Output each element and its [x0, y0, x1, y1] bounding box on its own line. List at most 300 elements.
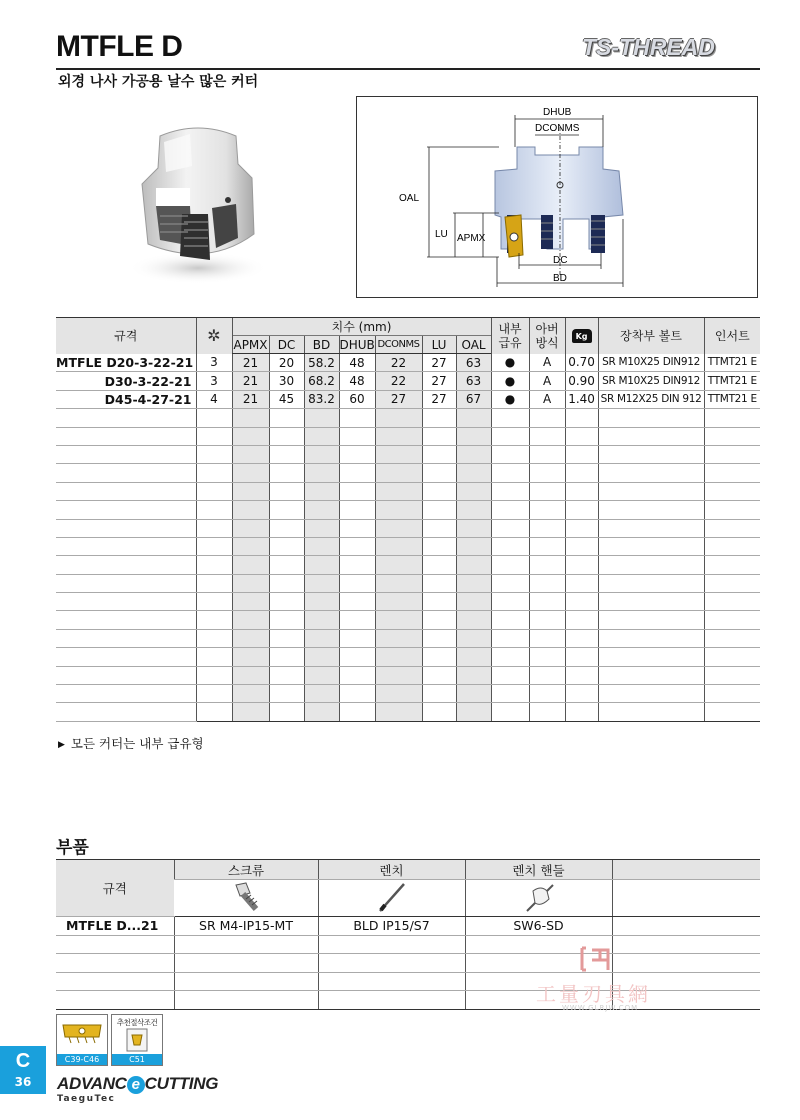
screw-icon	[226, 881, 266, 913]
empty-cell	[269, 703, 304, 721]
empty-cell	[269, 519, 304, 537]
handle-header: 렌치 핸들	[465, 860, 612, 880]
empty-cell	[565, 574, 598, 592]
cutting-conditions-title: 추천절삭조건	[116, 1018, 158, 1027]
empty-cell	[422, 519, 456, 537]
empty-cell	[196, 556, 232, 574]
empty-cell	[339, 537, 375, 555]
dc-cell: 45	[269, 390, 304, 408]
empty-cell	[269, 427, 304, 445]
empty-cell	[598, 445, 704, 463]
spec-table	[56, 317, 760, 722]
empty-cell	[375, 648, 422, 666]
model-cell: D45-4-27-21	[56, 390, 196, 408]
bolt-header: 장착부 볼트	[598, 318, 704, 354]
empty-cell	[318, 935, 465, 954]
empty-cell	[196, 593, 232, 611]
bd-cell: 58.2	[304, 354, 339, 372]
empty-cell	[565, 537, 598, 555]
empty-cell	[375, 519, 422, 537]
empty-cell	[375, 666, 422, 684]
section-letter: C	[15, 1050, 31, 1072]
empty-cell	[704, 648, 760, 666]
cutting-conditions-reference[interactable]	[111, 1014, 163, 1066]
empty-cell	[304, 464, 339, 482]
section-tab	[0, 1046, 46, 1094]
dconms-cell: 22	[375, 354, 422, 372]
empty-cell	[422, 666, 456, 684]
empty-cell	[529, 611, 565, 629]
empty-cell	[565, 464, 598, 482]
empty-cell	[704, 409, 760, 427]
empty-cell	[196, 464, 232, 482]
weight-cell: 0.70	[565, 354, 598, 372]
empty-cell	[704, 593, 760, 611]
empty-cell	[598, 409, 704, 427]
empty-cell	[422, 648, 456, 666]
empty-cell	[704, 482, 760, 500]
spec-empty-row	[56, 611, 760, 629]
empty-cell	[598, 501, 704, 519]
dim-header-oal: OAL	[456, 336, 491, 354]
empty-cell	[196, 648, 232, 666]
empty-cell	[269, 574, 304, 592]
extra-header	[612, 860, 760, 880]
empty-cell	[196, 629, 232, 647]
empty-cell	[232, 703, 269, 721]
empty-cell	[56, 991, 174, 1010]
triangle-bullet-icon: ▶	[58, 740, 65, 750]
empty-cell	[375, 464, 422, 482]
empty-cell	[422, 574, 456, 592]
arbor-cell: A	[529, 354, 565, 372]
empty-cell	[598, 427, 704, 445]
empty-cell	[565, 519, 598, 537]
empty-cell	[491, 409, 529, 427]
empty-cell	[339, 556, 375, 574]
empty-cell	[491, 445, 529, 463]
empty-cell	[491, 703, 529, 721]
screw-header: 스크류	[174, 860, 318, 880]
empty-cell	[375, 445, 422, 463]
empty-cell	[529, 666, 565, 684]
dim-header-dconms: DCONMS	[375, 336, 422, 354]
dimension-diagram	[356, 96, 758, 298]
brand-name: TaeguTec	[57, 1094, 116, 1104]
spec-row	[56, 354, 760, 372]
empty-cell	[529, 685, 565, 703]
empty-cell	[339, 409, 375, 427]
oal-cell: 63	[456, 354, 491, 372]
empty-cell	[232, 537, 269, 555]
weight-cell: 1.40	[565, 390, 598, 408]
empty-cell	[422, 464, 456, 482]
empty-cell	[318, 991, 465, 1010]
coolant-header: 내부 급유	[491, 318, 529, 354]
empty-cell	[704, 629, 760, 647]
empty-cell	[196, 611, 232, 629]
insert-header: 인서트	[704, 318, 760, 354]
empty-cell	[422, 685, 456, 703]
extra-cell	[612, 917, 760, 936]
arbor-header: 아버 방식	[529, 318, 565, 354]
wrench-header: 렌치	[318, 860, 465, 880]
empty-cell	[456, 501, 491, 519]
empty-cell	[304, 593, 339, 611]
ts-thread-logo: TS-THREAD	[582, 34, 715, 60]
flute-count-icon: ✲	[207, 326, 221, 346]
empty-cell	[456, 556, 491, 574]
empty-cell	[456, 482, 491, 500]
oal-cell: 67	[456, 390, 491, 408]
parts-table	[56, 859, 760, 1010]
empty-cell	[174, 972, 318, 991]
empty-cell	[565, 685, 598, 703]
empty-cell	[269, 501, 304, 519]
empty-cell	[339, 519, 375, 537]
label-lu: LU	[435, 229, 448, 240]
empty-cell	[565, 666, 598, 684]
spec-empty-row	[56, 501, 760, 519]
screw-image-cell	[174, 880, 318, 917]
empty-cell	[422, 409, 456, 427]
empty-cell	[456, 648, 491, 666]
empty-cell	[269, 611, 304, 629]
empty-cell	[598, 666, 704, 684]
empty-cell	[196, 409, 232, 427]
empty-cell	[232, 445, 269, 463]
empty-cell	[422, 629, 456, 647]
empty-cell	[304, 666, 339, 684]
empty-cell	[704, 574, 760, 592]
bd-cell: 83.2	[304, 390, 339, 408]
dhub-cell: 60	[339, 390, 375, 408]
empty-cell	[196, 501, 232, 519]
empty-cell	[304, 427, 339, 445]
parts-model-cell: MTFLE D...21	[56, 917, 174, 936]
empty-cell	[304, 537, 339, 555]
page-number: 36	[14, 1075, 32, 1089]
empty-cell	[375, 574, 422, 592]
empty-cell	[375, 685, 422, 703]
cutting-conditions-label: C51	[112, 1054, 162, 1065]
empty-cell	[565, 501, 598, 519]
dc-cell: 20	[269, 354, 304, 372]
empty-cell	[565, 629, 598, 647]
empty-cell	[174, 935, 318, 954]
empty-cell	[174, 954, 318, 973]
empty-cell	[196, 574, 232, 592]
model-cell: MTFLE D20-3-22-21	[56, 354, 196, 372]
empty-cell	[269, 593, 304, 611]
empty-cell	[598, 464, 704, 482]
empty-cell	[598, 648, 704, 666]
empty-cell	[304, 409, 339, 427]
empty-cell	[456, 409, 491, 427]
empty-cell	[304, 685, 339, 703]
dim-header-dhub: DHUB	[339, 337, 375, 352]
bolt-cell: SR M10X25 DIN912	[598, 354, 704, 372]
coolant-cell: ●	[491, 390, 529, 408]
parts-empty-row	[56, 972, 760, 991]
bolt-cell: SR M12X25 DIN 912	[598, 390, 704, 408]
watermark-url: WWW.GLRJW.COM	[562, 1004, 639, 1012]
handle-image-cell	[465, 880, 612, 917]
empty-cell	[232, 464, 269, 482]
flutes-cell: 4	[196, 390, 232, 408]
empty-cell	[598, 593, 704, 611]
empty-cell	[491, 648, 529, 666]
insert-cell: TTMT21 E	[704, 390, 760, 408]
empty-cell	[304, 501, 339, 519]
coolant-note: ▶ 모든 커터는 내부 급유형	[58, 736, 204, 751]
empty-cell	[422, 427, 456, 445]
empty-cell	[565, 648, 598, 666]
empty-cell	[612, 935, 760, 954]
label-dconms: DCONMS	[535, 123, 580, 134]
empty-cell	[422, 556, 456, 574]
empty-cell	[456, 574, 491, 592]
empty-cell	[565, 703, 598, 721]
empty-cell	[269, 445, 304, 463]
empty-cell	[598, 611, 704, 629]
insert-cell: TTMT21 E	[704, 372, 760, 390]
empty-cell	[565, 445, 598, 463]
dim-header-lu: LU	[422, 336, 456, 354]
empty-cell	[598, 629, 704, 647]
dc-cell: 30	[269, 372, 304, 390]
empty-cell	[56, 972, 174, 991]
empty-cell	[422, 703, 456, 721]
empty-cell	[375, 537, 422, 555]
empty-cell	[491, 427, 529, 445]
empty-cell	[598, 519, 704, 537]
flutes-header	[196, 318, 232, 354]
empty-cell	[456, 703, 491, 721]
spec-empty-row	[56, 666, 760, 684]
empty-cell	[456, 666, 491, 684]
wrench-handle-icon	[519, 881, 559, 913]
empty-cell	[456, 611, 491, 629]
extra-image-cell	[612, 880, 760, 917]
empty-cell	[375, 593, 422, 611]
screw-cell: SR M4-IP15-MT	[174, 917, 318, 936]
empty-cell	[529, 537, 565, 555]
empty-cell	[339, 685, 375, 703]
empty-cell	[269, 537, 304, 555]
lu-cell: 27	[422, 390, 456, 408]
empty-cell	[491, 666, 529, 684]
empty-cell	[704, 611, 760, 629]
empty-cell	[422, 537, 456, 555]
empty-cell	[491, 593, 529, 611]
arbor-cell: A	[529, 390, 565, 408]
empty-cell	[232, 666, 269, 684]
empty-cell	[339, 611, 375, 629]
wrench-cell: BLD IP15/S7	[318, 917, 465, 936]
empty-cell	[318, 954, 465, 973]
empty-cell	[598, 703, 704, 721]
bd-cell: 68.2	[304, 372, 339, 390]
empty-cell	[565, 427, 598, 445]
empty-cell	[375, 556, 422, 574]
spec-empty-row	[56, 409, 760, 427]
title-rule	[56, 68, 760, 70]
empty-cell	[269, 648, 304, 666]
empty-cell	[196, 519, 232, 537]
empty-cell	[375, 409, 422, 427]
empty-cell	[456, 519, 491, 537]
empty-cell	[529, 556, 565, 574]
parts-title: 부품	[56, 838, 89, 858]
weight-icon: Kg	[572, 329, 592, 343]
empty-cell	[375, 427, 422, 445]
empty-cell	[232, 574, 269, 592]
empty-cell	[491, 501, 529, 519]
empty-cell	[269, 464, 304, 482]
empty-cell	[196, 427, 232, 445]
spec-empty-row	[56, 648, 760, 666]
empty-cell	[375, 703, 422, 721]
lu-cell: 27	[422, 372, 456, 390]
watermark-text: 工量刃具網	[536, 982, 651, 1006]
spec-empty-row	[56, 537, 760, 555]
empty-cell	[375, 629, 422, 647]
spec-empty-row	[56, 482, 760, 500]
dconms-cell: 22	[375, 372, 422, 390]
empty-cell	[269, 685, 304, 703]
empty-cell	[304, 482, 339, 500]
empty-cell	[375, 501, 422, 519]
empty-cell	[491, 464, 529, 482]
empty-cell	[318, 972, 465, 991]
empty-cell	[704, 519, 760, 537]
empty-cell	[339, 445, 375, 463]
apmx-cell: 21	[232, 354, 269, 372]
empty-cell	[491, 556, 529, 574]
empty-cell	[422, 501, 456, 519]
flutes-cell: 3	[196, 354, 232, 372]
label-bd: BD	[553, 273, 567, 284]
empty-cell	[704, 556, 760, 574]
empty-cell	[529, 482, 565, 500]
spec-empty-row	[56, 574, 760, 592]
empty-cell	[491, 685, 529, 703]
empty-cell	[339, 593, 375, 611]
empty-cell	[232, 629, 269, 647]
empty-cell	[304, 519, 339, 537]
empty-cell	[232, 482, 269, 500]
empty-cell	[339, 629, 375, 647]
empty-cell	[704, 703, 760, 721]
empty-cell	[422, 593, 456, 611]
empty-cell	[529, 519, 565, 537]
empty-cell	[491, 519, 529, 537]
empty-cell	[304, 611, 339, 629]
bolt-cell: SR M10X25 DIN912	[598, 372, 704, 390]
empty-cell	[269, 556, 304, 574]
empty-cell	[704, 537, 760, 555]
parts-spec-header: 규격	[56, 860, 174, 917]
empty-cell	[196, 703, 232, 721]
spec-empty-row	[56, 556, 760, 574]
spec-header: 규격	[56, 318, 196, 354]
empty-cell	[304, 703, 339, 721]
empty-cell	[422, 445, 456, 463]
empty-cell	[174, 991, 318, 1010]
empty-cell	[232, 427, 269, 445]
empty-cell	[196, 482, 232, 500]
empty-cell	[196, 445, 232, 463]
dim-header-bd: BD	[304, 336, 339, 354]
empty-cell	[612, 954, 760, 973]
empty-cell	[456, 685, 491, 703]
insert-reference-label: C39-C46	[57, 1054, 107, 1065]
spec-empty-row	[56, 593, 760, 611]
flutes-cell: 3	[196, 372, 232, 390]
empty-cell	[339, 666, 375, 684]
spec-empty-row	[56, 427, 760, 445]
empty-cell	[422, 482, 456, 500]
empty-cell	[269, 482, 304, 500]
empty-cell	[529, 464, 565, 482]
empty-cell	[56, 954, 174, 973]
spec-empty-row	[56, 703, 760, 721]
dim-header-apmx: APMX	[233, 337, 268, 352]
empty-cell	[565, 409, 598, 427]
empty-cell	[529, 409, 565, 427]
empty-cell	[491, 629, 529, 647]
coolant-cell: ●	[491, 372, 529, 390]
empty-cell	[232, 409, 269, 427]
empty-cell	[704, 685, 760, 703]
empty-cell	[422, 611, 456, 629]
empty-cell	[529, 574, 565, 592]
empty-cell	[196, 537, 232, 555]
empty-cell	[232, 519, 269, 537]
insert-reference[interactable]	[56, 1014, 108, 1066]
empty-cell	[565, 556, 598, 574]
handle-cell: SW6-SD	[465, 917, 612, 936]
wrench-icon	[372, 881, 412, 913]
empty-cell	[529, 501, 565, 519]
empty-cell	[598, 574, 704, 592]
empty-cell	[529, 703, 565, 721]
empty-cell	[456, 537, 491, 555]
empty-cell	[232, 648, 269, 666]
empty-cell	[304, 629, 339, 647]
empty-cell	[598, 556, 704, 574]
empty-cell	[456, 464, 491, 482]
label-dc: DC	[553, 255, 568, 266]
empty-cell	[704, 501, 760, 519]
empty-cell	[339, 574, 375, 592]
empty-cell	[565, 593, 598, 611]
label-apmx: APMX	[457, 233, 486, 244]
empty-cell	[456, 427, 491, 445]
empty-cell	[491, 537, 529, 555]
empty-cell	[704, 464, 760, 482]
dim-header-dc: DC	[269, 336, 304, 354]
watermark-logo	[578, 944, 616, 974]
model-cell: D30-3-22-21	[56, 372, 196, 390]
empty-cell	[232, 501, 269, 519]
spec-empty-row	[56, 629, 760, 647]
arbor-cell: A	[529, 372, 565, 390]
insert-icon	[57, 1015, 107, 1053]
label-oal: OAL	[399, 193, 420, 204]
empty-cell	[491, 574, 529, 592]
